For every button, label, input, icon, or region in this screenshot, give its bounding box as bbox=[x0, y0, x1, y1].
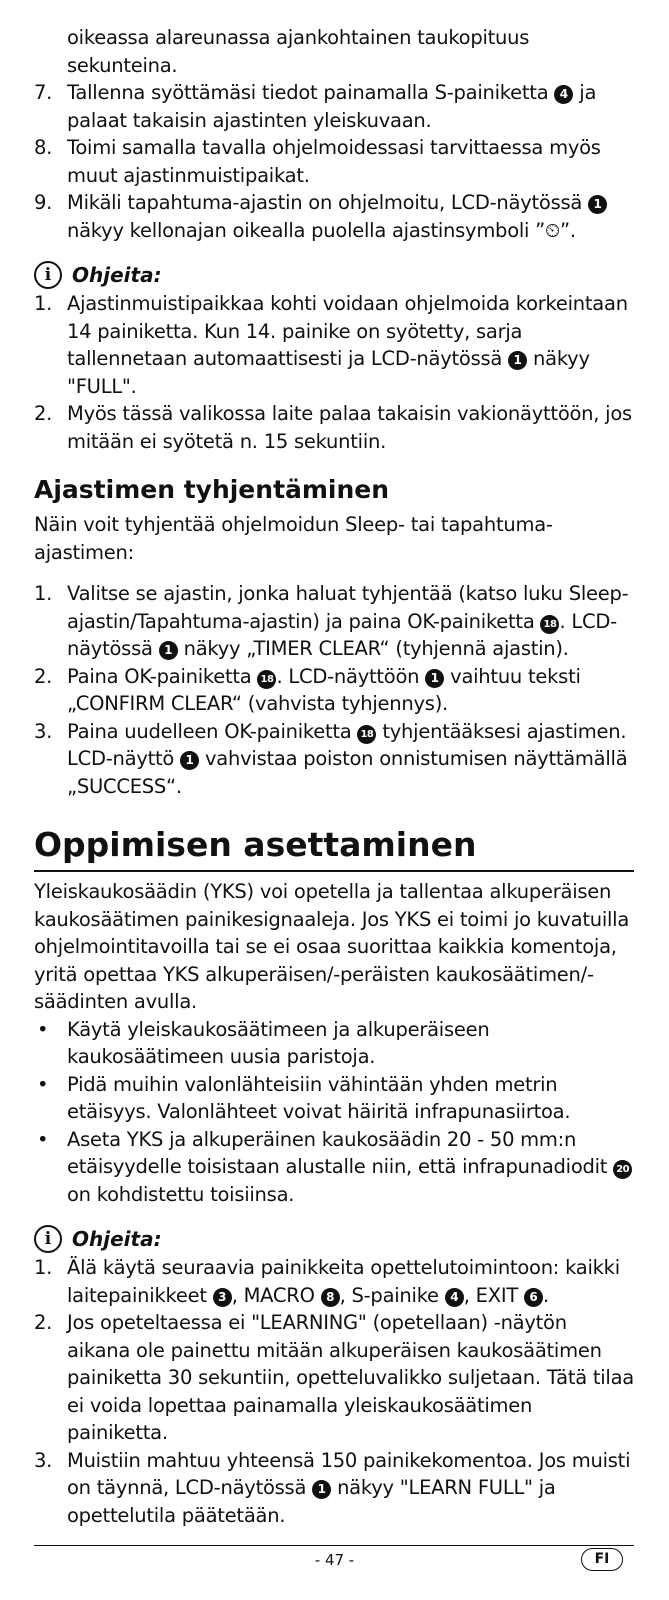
reference-number-badge: 1 bbox=[588, 195, 607, 214]
list-item bbox=[34, 718, 634, 801]
reference-number-badge: 18 bbox=[540, 615, 559, 634]
item-text: ja palaat takaisin ajastinten yleiskuvaan. bbox=[67, 81, 597, 132]
language-badge: FI bbox=[581, 1548, 623, 1571]
steps-list-clear bbox=[34, 580, 634, 800]
item-text: Muistiin mahtuu yhteensä 150 painikekomentoa. Jos muisti on täynnä, LCD-näytössä bbox=[67, 1448, 631, 1499]
list-number: 8. bbox=[34, 136, 53, 159]
item-text: Paina uudelleen OK-painiketta bbox=[67, 719, 358, 743]
list-number: 1. bbox=[34, 582, 53, 605]
footer-divider bbox=[34, 1545, 634, 1546]
item-text: Älä käytä seuraavia painikkeita opettelutoimintoon: kaikki laitepainikkeet bbox=[67, 1256, 620, 1307]
manual-page bbox=[34, 24, 634, 1529]
note-heading bbox=[34, 260, 634, 290]
item-text: , S-painike bbox=[339, 1283, 445, 1307]
item-text: Toimi samalla tavalla ohjelmoidessasi tarvittaessa myös muut ajastinmuistipaikat. bbox=[67, 136, 601, 187]
item-text: Valitse se ajastin, jonka haluat tyhjentää (katso luku Sleep-ajastin/Tapahtuma-ajastin) ja paina OK-painiketta bbox=[67, 582, 629, 633]
item-text: . LCD-näyttöön bbox=[276, 664, 426, 688]
item-text: Myös tässä valikossa laite palaa takaisin vakionäyttöön, jos mitään ei syötetä n. 15 sekuntiin. bbox=[67, 402, 632, 453]
item-text: Käytä yleiskaukosäätimeen ja alkuperäiseen kaukosäätimeen uusia paristoja. bbox=[67, 1017, 490, 1068]
note-list-1 bbox=[34, 290, 634, 455]
list-number: 3. bbox=[34, 1448, 53, 1472]
list-number: 7. bbox=[34, 81, 53, 104]
reference-number-badge: 6 bbox=[524, 1288, 543, 1307]
reference-number-badge: 20 bbox=[613, 1160, 632, 1179]
reference-number-badge: 4 bbox=[445, 1288, 464, 1307]
bullet-item bbox=[34, 1126, 634, 1209]
list-item bbox=[34, 79, 634, 134]
reference-number-badge: 18 bbox=[257, 670, 276, 689]
reference-number-badge: 18 bbox=[357, 725, 376, 744]
list-number: 2. bbox=[34, 402, 53, 425]
bullet-marker: • bbox=[37, 1017, 49, 1041]
item-text: tyhjentääksesi ajastimen. LCD-näyttö bbox=[67, 719, 627, 770]
item-text: Mikäli tapahtuma-ajastin on ohjelmoitu, LCD-näytössä bbox=[67, 191, 589, 214]
reference-number-badge: 1 bbox=[159, 641, 178, 660]
list-item bbox=[34, 134, 634, 189]
reference-number-badge: 8 bbox=[321, 1288, 340, 1307]
reference-number-badge: 1 bbox=[508, 351, 527, 370]
bullet-marker: • bbox=[37, 1072, 49, 1096]
info-icon: i bbox=[34, 1225, 62, 1253]
list-number: 2. bbox=[34, 664, 53, 688]
chapter-heading-learning: Oppimisen asettaminen bbox=[34, 822, 634, 872]
note-heading bbox=[34, 1224, 634, 1254]
reference-number-badge: 1 bbox=[425, 669, 444, 688]
note-title: Ohjeita: bbox=[72, 1227, 162, 1251]
bullet-marker: • bbox=[37, 1127, 49, 1151]
page-number: - 47 - bbox=[314, 1551, 355, 1569]
item-text: Aseta YKS ja alkuperäinen kaukosäädin 20 - 50 mm:n etäisyydelle toisistaan alustalle niin, että infrapunadiodit bbox=[67, 1127, 614, 1178]
reference-number-badge: 4 bbox=[554, 85, 573, 104]
list-item bbox=[34, 580, 634, 663]
list-item bbox=[34, 1309, 634, 1447]
list-item bbox=[34, 1254, 634, 1309]
list-item bbox=[34, 400, 634, 455]
reference-number-badge: 1 bbox=[180, 751, 199, 770]
list-number: 1. bbox=[34, 1256, 53, 1279]
item-text: . bbox=[542, 1283, 549, 1307]
list-item bbox=[34, 189, 634, 244]
note-list-2 bbox=[34, 1254, 634, 1529]
item-text: Jos opeteltaessa ei "LEARNING" (opetellaan) -näytön aikana ole painettu mitään alkuperäisen kaukosäätimen painiketta 30 sekuntiin, opetteluvalikko suljetaan. Tätä tilaa ei voida lopettaa painamalla yleiskaukosäätimen painiketta. bbox=[67, 1311, 634, 1444]
item-text: . LCD-näytössä bbox=[67, 609, 617, 660]
item-text: Pidä muihin valonlähteisiin vähintään yhden metrin etäisyys. Valonlähteet voivat häiritä infrapunasiirtoa. bbox=[67, 1072, 571, 1123]
item-text: vaihtuu teksti „CONFIRM CLEAR“ (vahvista tyhjennys). bbox=[67, 664, 581, 715]
item-text: näkyy kellonajan oikealla puolella ajastinsymboli ”⏲”. bbox=[67, 218, 576, 242]
list-number: 2. bbox=[34, 1311, 53, 1334]
item-text: Paina OK-painiketta bbox=[67, 664, 258, 688]
item-text: näkyy "LEARN FULL" ja opettelutila päätetään. bbox=[67, 1476, 556, 1527]
item-text: , MACRO bbox=[231, 1283, 321, 1307]
steps-list-1 bbox=[34, 79, 634, 244]
section-heading-clear-timer: Ajastimen tyhjentäminen bbox=[34, 475, 390, 504]
list-item bbox=[34, 1447, 634, 1530]
info-icon: i bbox=[34, 261, 62, 289]
reference-number-badge: 3 bbox=[213, 1288, 232, 1307]
reference-number-badge: 1 bbox=[312, 1480, 331, 1499]
item-text: Ajastinmuistipaikkaa kohti voidaan ohjelmoida korkeintaan 14 painiketta. Kun 14. painike on syötetty, sarja tallennetaan automaattisesti ja LCD-näytössä bbox=[67, 292, 628, 370]
list-number: 3. bbox=[34, 719, 53, 743]
item-text: , EXIT bbox=[463, 1283, 524, 1307]
list-item bbox=[34, 290, 634, 400]
item-text: näkyy "FULL". bbox=[67, 347, 590, 398]
item-text: näkyy „TIMER CLEAR“ (tyhjennä ajastin). bbox=[177, 637, 569, 660]
item-text: vahvistaa poiston onnistumisen näyttämällä „SUCCESS“. bbox=[67, 747, 628, 798]
continuation-text: oikeassa alareunassa ajankohtainen taukopituus sekunteina. bbox=[67, 26, 530, 77]
list-number: 9. bbox=[34, 191, 53, 214]
list-number: 1. bbox=[34, 292, 53, 315]
note-title: Ohjeita: bbox=[72, 263, 162, 287]
item-text: on kohdistettu toisiinsa. bbox=[67, 1182, 295, 1206]
chapter-intro: Yleiskaukosäädin (YKS) voi opetella ja tallentaa alkuperäisen kaukosäätimen painikesignaaleja. Jos YKS ei toimi jo kuvatuilla ohjelmointitavoilla tai se ei osaa suorittaa kaikkia komentoja, yritä opettaa YKS alkuperäisen/-peräisten kaukosäätimen/-säädinten avulla. bbox=[34, 880, 630, 1013]
bullet-item bbox=[34, 1071, 634, 1126]
bullet-item bbox=[34, 1016, 634, 1071]
item-text: Tallenna syöttämäsi tiedot painamalla S-painiketta bbox=[67, 81, 555, 104]
list-item bbox=[34, 663, 634, 718]
bullet-list bbox=[34, 1016, 634, 1209]
section-intro: Näin voit tyhjentää ohjelmoidun Sleep- tai tapahtuma-ajastimen: bbox=[34, 513, 553, 564]
